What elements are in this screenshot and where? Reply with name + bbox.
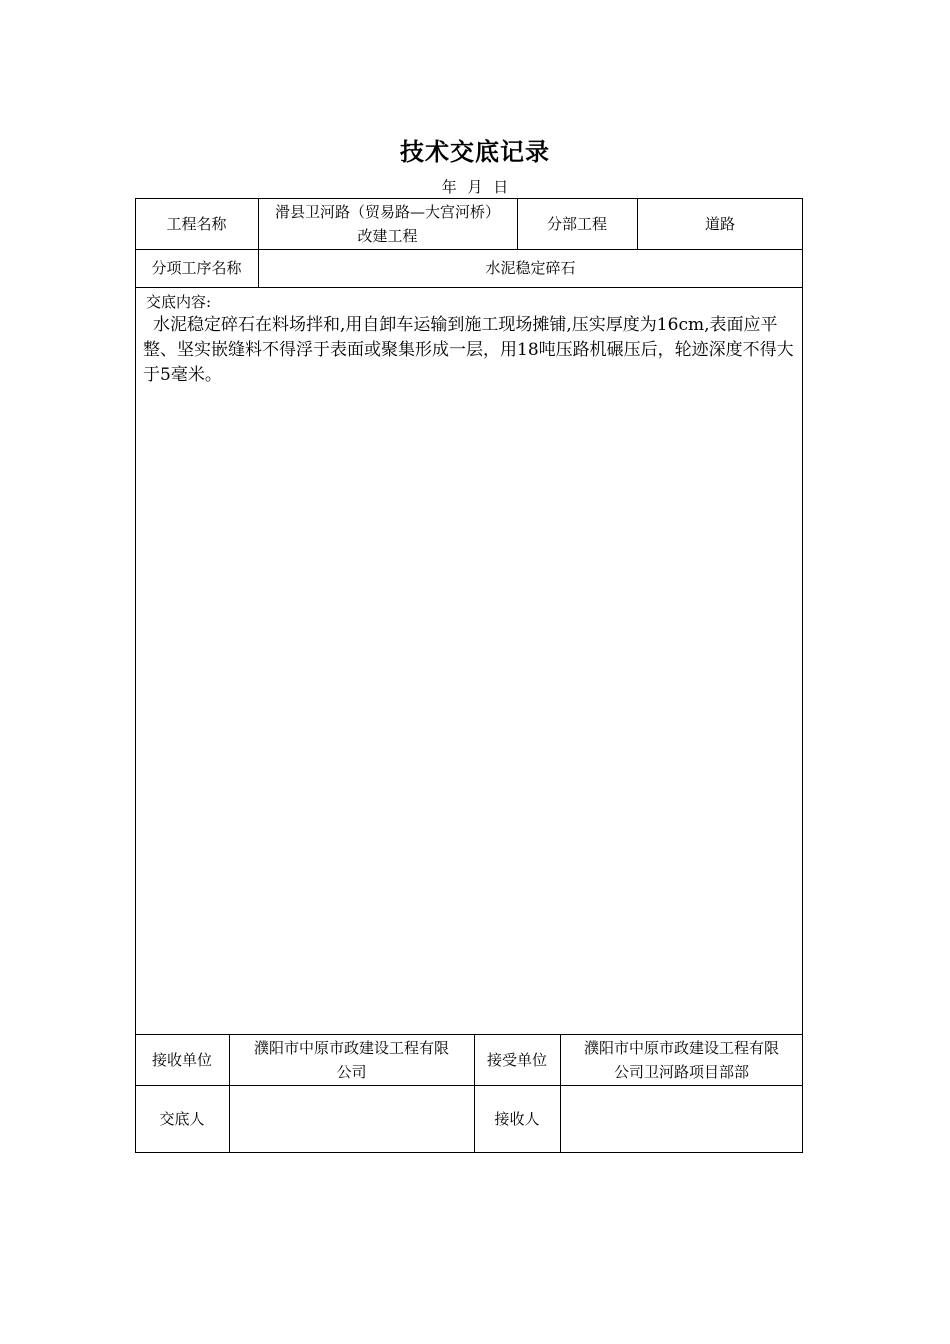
subitem-label: 分项工序名称 (151, 259, 242, 277)
content-body: 水泥稳定碎石在料场拌和,用自卸车运输到施工现场摊铺,压实厚度为16cm,表面应平整、坚实嵌缝料不得浮于表面或聚集形成一层，用18吨压路机碾压后，轮迹深度不得大于5毫米。 (143, 315, 794, 385)
receiver-label: 接收人 (494, 1110, 540, 1128)
receiving-unit-label: 接收单位 (151, 1050, 212, 1069)
row-divider (135, 287, 803, 288)
project-name-line2: 改建工程 (357, 226, 418, 245)
division-label: 分部工程 (546, 214, 607, 233)
project-name-label: 工程名称 (166, 214, 227, 233)
project-name-line1: 滑县卫河路（贸易路—大宫河桥） (274, 202, 500, 221)
project-name-value (258, 198, 517, 249)
date-line: 年 月 日 (441, 178, 509, 196)
content-label: 交底内容: (146, 293, 212, 311)
accepting-unit-label: 接受单位 (486, 1050, 547, 1069)
receiving-unit-line2: 公司 (336, 1062, 367, 1081)
receiver-value (560, 1085, 803, 1153)
discloser-value (229, 1085, 474, 1153)
accepting-unit-line2: 公司卫河路项目部部 (613, 1062, 749, 1081)
accepting-unit-value (560, 1034, 803, 1085)
document-title: 技术交底记录 (400, 137, 550, 166)
accepting-unit-line1: 濮阳市中原市政建设工程有限 (583, 1038, 779, 1057)
discloser-label: 交底人 (159, 1110, 205, 1128)
receiving-unit-line1: 濮阳市中原市政建设工程有限 (253, 1038, 449, 1057)
division-value: 道路 (704, 214, 735, 233)
receiving-unit-value (229, 1034, 474, 1085)
subitem-value: 水泥稳定碎石 (485, 259, 576, 277)
